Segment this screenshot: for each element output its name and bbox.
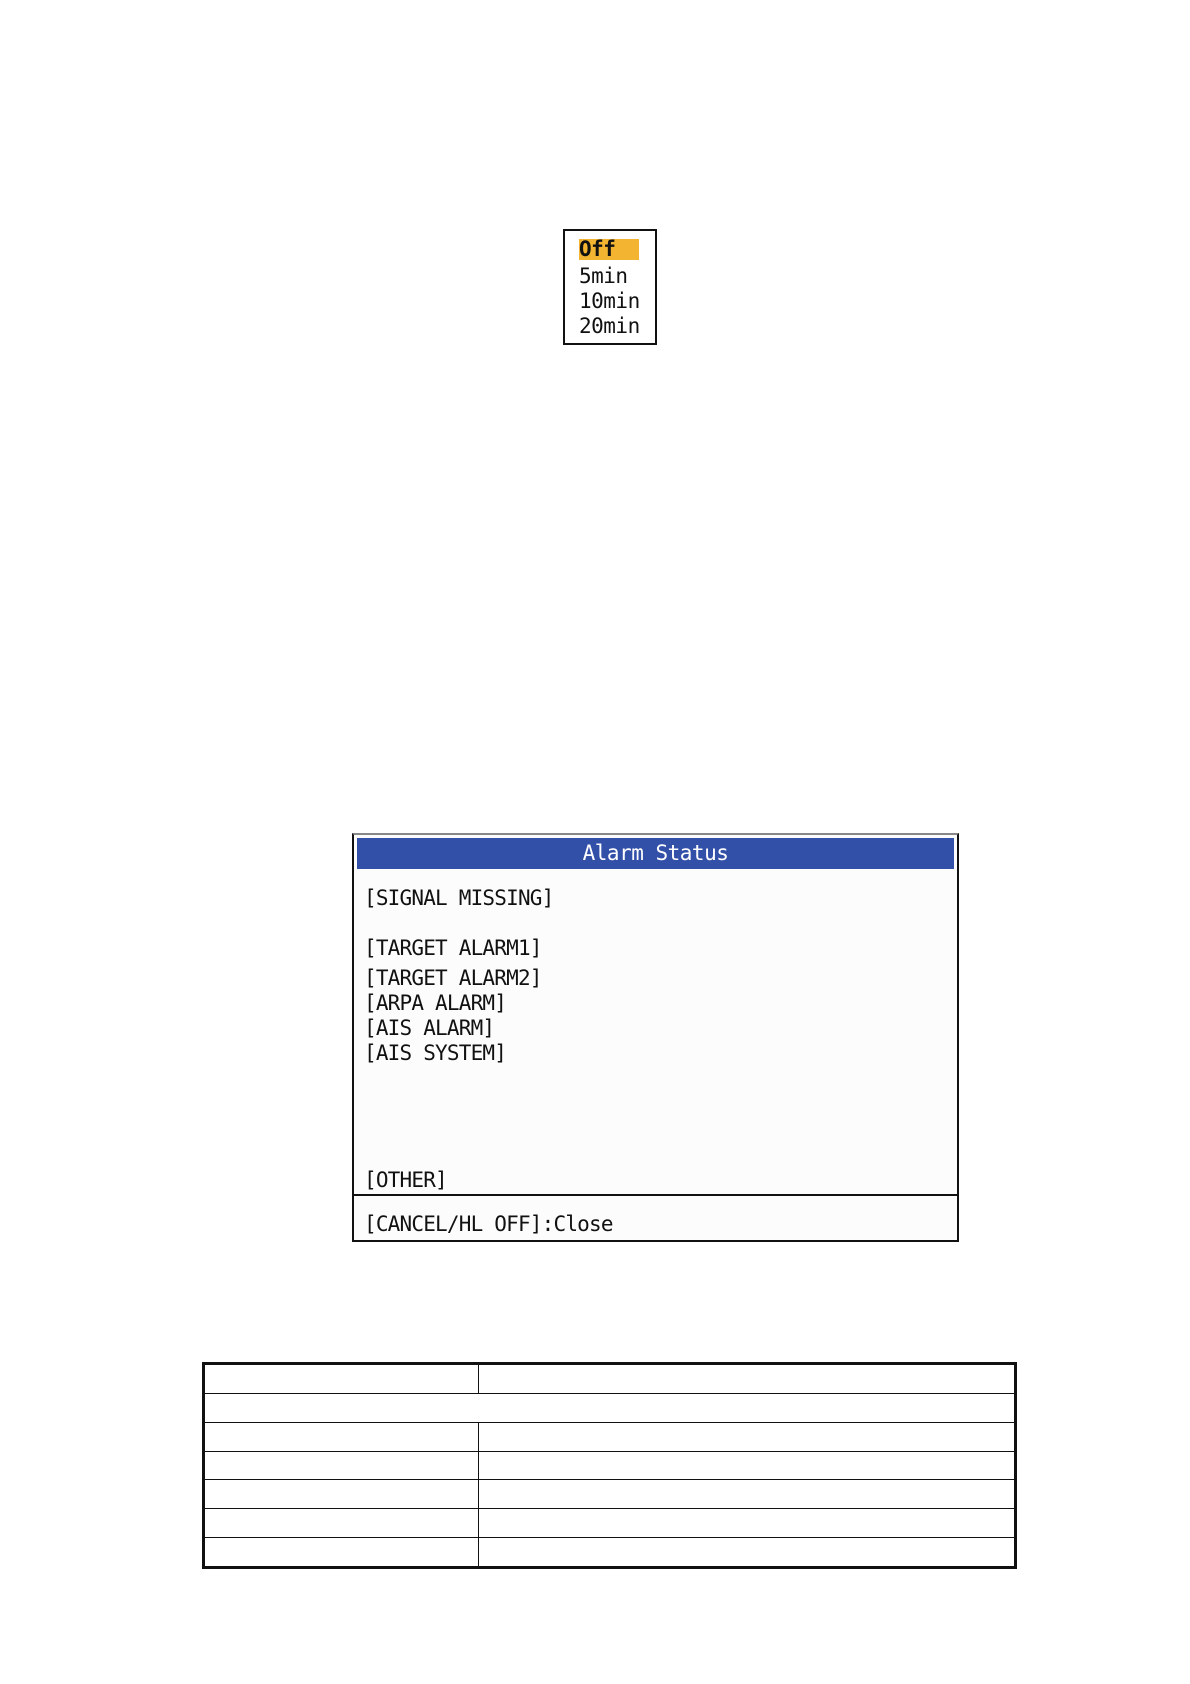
table-row: [204, 1509, 1016, 1538]
table-row: [204, 1393, 1016, 1422]
dialog-title: Alarm Status: [357, 838, 954, 869]
alarm-target-alarm1: [TARGET ALARM1]: [364, 936, 542, 960]
alarm-ais-system: [AIS SYSTEM]: [364, 1041, 507, 1065]
empty-table: [202, 1362, 1017, 1569]
table-row: [204, 1364, 1016, 1394]
alarm-target-alarm2: [TARGET ALARM2]: [364, 966, 542, 990]
option-off[interactable]: Off: [579, 239, 639, 260]
timer-option-menu: [563, 229, 657, 345]
option-5min[interactable]: 5min: [579, 264, 628, 288]
table-row: [204, 1422, 1016, 1451]
close-hint: [CANCEL/HL OFF]:Close: [364, 1212, 613, 1236]
option-10min[interactable]: 10min: [579, 289, 640, 313]
dialog-divider: [354, 1194, 957, 1196]
alarm-ais-alarm: [AIS ALARM]: [364, 1016, 495, 1040]
alarm-other: [OTHER]: [364, 1168, 447, 1192]
table-row: [204, 1480, 1016, 1509]
alarm-status-dialog: [352, 833, 959, 1242]
alarm-signal-missing: [SIGNAL MISSING]: [364, 886, 554, 910]
table-row: [204, 1451, 1016, 1480]
table-row: [204, 1538, 1016, 1568]
option-20min[interactable]: 20min: [579, 314, 640, 338]
alarm-arpa-alarm: [ARPA ALARM]: [364, 991, 507, 1015]
